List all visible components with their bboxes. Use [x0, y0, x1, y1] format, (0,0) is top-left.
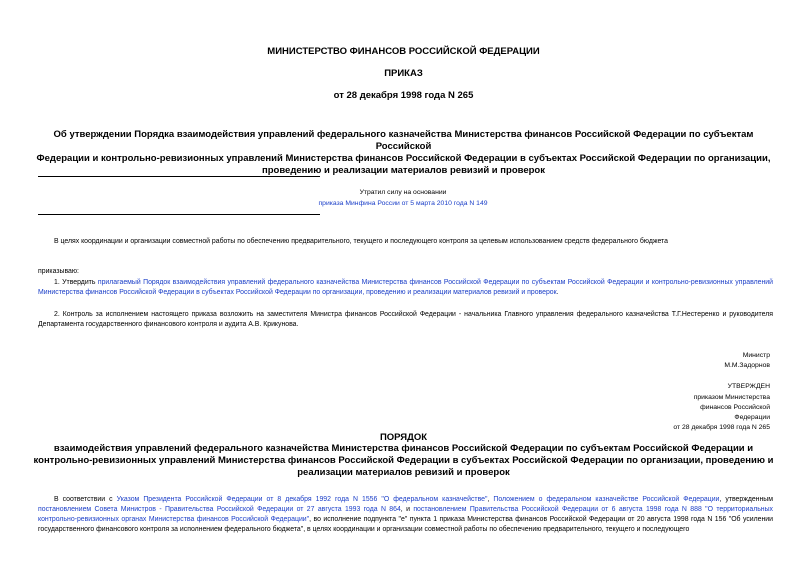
- procedure-title: [30, 443, 777, 479]
- item-1: [38, 278, 773, 298]
- approved-word: УТВЕРЖДЕН: [727, 383, 770, 390]
- title-line: Об утверждении Порядка взаимодействия управлений федерального казначейства Министерства финансов Российской Федерации по субъектам Российской: [53, 129, 754, 152]
- approved-date: от 28 декабря 1998 года N 265: [673, 424, 770, 431]
- document-type: ПРИКАЗ: [384, 68, 423, 79]
- body-paragraph: [38, 495, 773, 535]
- divider-top: [38, 176, 320, 177]
- body-text: , утвержденным: [719, 496, 773, 503]
- signature-role: Министр: [742, 352, 770, 359]
- title-line: проведению и реализации материалов ревизий и проверок: [262, 165, 545, 176]
- resolution-888-link[interactable]: постановлением Правительства Российской Федерации от 6 августа 1998 года N 888 "О территориальных контрольно-ревизионных органах Министерства финансов Российской Федерации": [38, 506, 773, 523]
- procedure-title-line: реализации материалов ревизий и проверок: [297, 467, 510, 478]
- item-1-prefix: 1. Утвердить: [54, 279, 96, 286]
- body-text: ,: [487, 496, 494, 503]
- ministry-header: МИНИСТЕРСТВО ФИНАНСОВ РОССИЙСКОЙ ФЕДЕРАЦИИ: [267, 46, 540, 57]
- approved-line: Федерации: [734, 414, 770, 421]
- procedure-title-line: контрольно-ревизионных управлений Министерства финансов Российской Федерации в субъектах Российской Федерации по организации, проведению и: [33, 455, 774, 466]
- signature-name: М.М.Задорнов: [724, 362, 770, 369]
- body-text: , и: [400, 506, 414, 513]
- title-line: Федерации и контрольно-ревизионных управлений Министерства финансов Российской Федерации в субъектах Российской Федерации по организации,: [36, 153, 771, 164]
- regulation-link[interactable]: Положением о федеральном казначействе Российской Федерации: [493, 496, 720, 503]
- body-text: В соответствии с: [54, 496, 117, 503]
- procedure-title-line: взаимодействия управлений федерального казначейства Министерства финансов Российской Федерации по субъектам Российской Федерации и: [53, 443, 754, 454]
- approved-line: финансов Российской: [700, 404, 770, 411]
- status-text: Утратил силу на основании: [359, 189, 447, 196]
- intro-paragraph: В целях координации и организации совместной работы по обеспечению предварительного, текущего и последующего контроля за целевым использованием средств федерального бюджета: [54, 238, 668, 245]
- document-date-number: от 28 декабря 1998 года N 265: [333, 90, 474, 101]
- procedure-heading: ПОРЯДОК: [379, 432, 428, 443]
- approved-line: приказом Министерства: [693, 394, 770, 401]
- divider-bottom: [38, 214, 320, 215]
- body-text: , во исполнение подпункта "е" пункта 1 приказа Министерства финансов Российской Федерации от 20 августа 1998 года N 156 "Об усилении государственного финансового контроля за исполнением федерального бюджета", в целях координации и организации совместной работы по обеспечению предварительного, текущего и последующего: [38, 516, 773, 533]
- status-link[interactable]: приказа Минфина России от 5 марта 2010 года N 149: [318, 200, 488, 207]
- item-1-suffix: .: [556, 289, 559, 296]
- decree-link[interactable]: Указом Президента Российской Федерации от 8 декабря 1992 года N 1556 "О федеральном казначействе": [116, 496, 488, 503]
- resolution-864-link[interactable]: постановлением Совета Министров - Правительства Российской Федерации от 27 августа 1993 года N 864: [38, 506, 401, 513]
- order-word: приказываю:: [38, 268, 79, 275]
- procedure-link[interactable]: прилагаемый Порядок взаимодействия управлений федерального казначейства Министерства финансов Российской Федерации по субъектам Российской Федерации и контрольно-ревизионных управлений Министерства финансов Российской Федерации в субъектах Российской Федерации по организации, проведению и реализации материалов ревизий и проверок: [38, 279, 773, 296]
- document-title: [30, 129, 777, 177]
- item-2: 2. Контроль за исполнением настоящего приказа возложить на заместителя Министра финансов Российской Федерации - начальника Главного управления федерального казначейства Т.Г.Нестеренко и руководителя Департамента государственного финансового контроля и аудита А.В. Крикунова.: [38, 311, 773, 328]
